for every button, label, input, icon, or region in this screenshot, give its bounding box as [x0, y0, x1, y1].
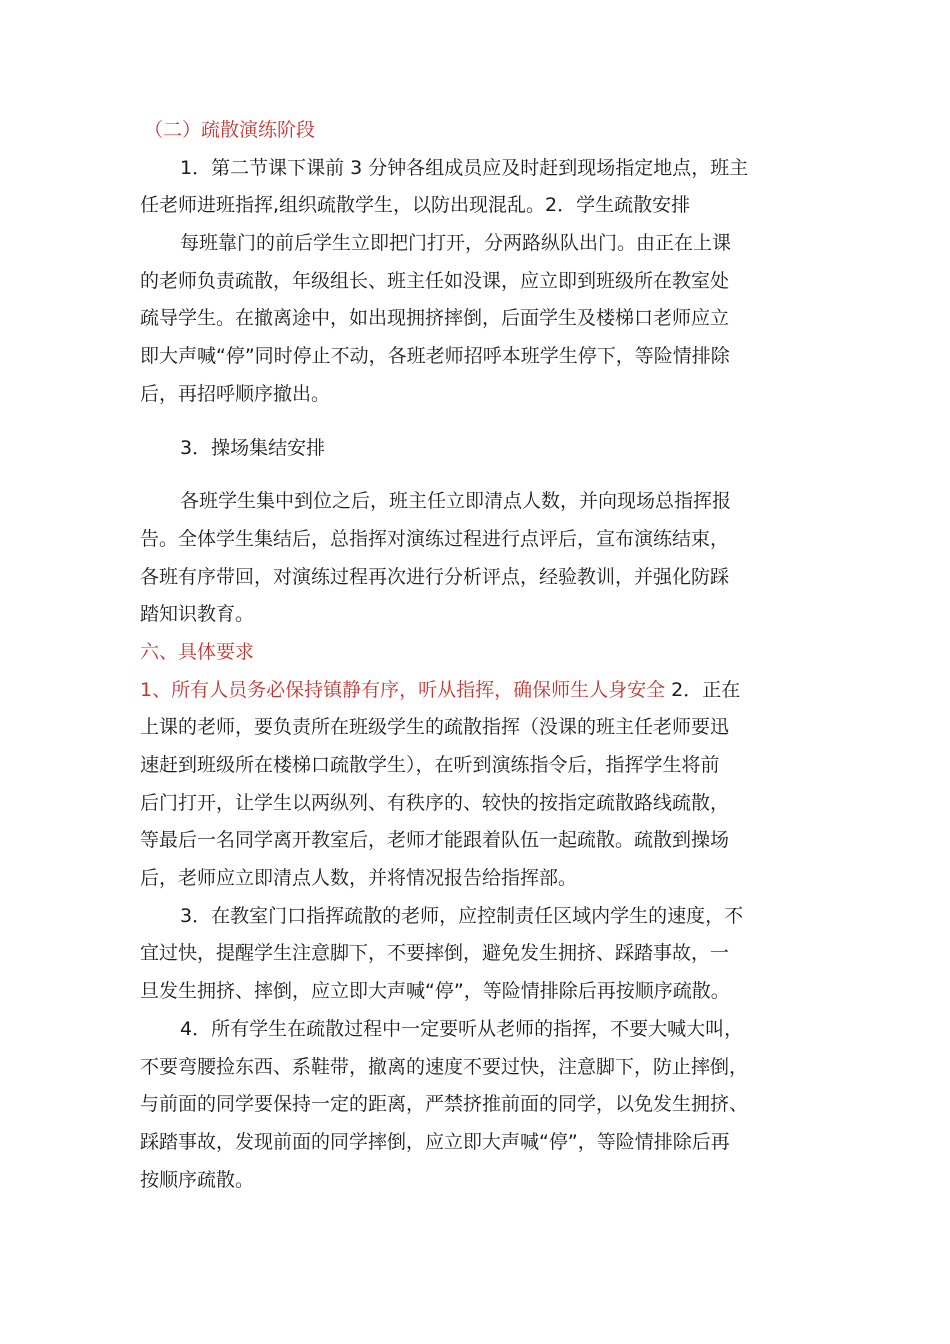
assembly-paragraph-line: 告。全体学生集结后，总指挥对演练过程进行点评后，宣布演练结束，: [140, 527, 730, 550]
requirement-2-line: 速赶到班级所在楼梯口疏散学生），在听到演练指令后，指挥学生将前: [140, 754, 720, 776]
requirement-2-line: 后门打开，让学生以两纵列、有秩序的、较快的按指定疏散路线疏散，: [140, 791, 730, 814]
evacuation-paragraph-line: 的老师负责疏散，年级组长、班主任如没课，应立即到班级所在教室处: [140, 269, 730, 292]
evacuation-paragraph-line: 疏导学生。在撤离途中，如出现拥挤摔倒，后面学生及楼梯口老师应立: [140, 307, 730, 330]
assembly-paragraph-line: 各班有序带回，对演练过程再次进行分析评点，经验教训，并强化防踩: [140, 565, 730, 588]
requirement-4-line: 与前面的同学要保持一定的距离，严禁挤推前面的同学，以免发生拥挤、: [140, 1093, 749, 1116]
requirement-4-line: 4．所有学生在疏散过程中一定要听从老师的指挥，不要大喊大叫，: [180, 1017, 744, 1040]
assembly-heading: 3．操场集结安排: [180, 436, 326, 459]
requirement-4-line: 按顺序疏散。: [140, 1168, 255, 1191]
requirement-3-line: 3．在教室门口指挥疏散的老师，应控制责任区域内学生的速度，不: [180, 904, 744, 927]
requirement-4-line: 不要弯腰捡东西、系鞋带，撤离的速度不要过快，注意脚下，防止摔倒，: [140, 1055, 749, 1078]
drill-paragraph-line: 1．第二节课下课前 3 分钟各组成员应及时赶到现场指定地点，班主: [180, 156, 749, 179]
requirement-1-emphasis: 1、所有人员务必保持镇静有序，听从指挥，确保师生人身安全: [140, 678, 666, 701]
requirement-2-start: 2．正在: [665, 678, 741, 701]
drill-paragraph-line: 任老师进班指挥,组织疏散学生，以防出现混乱。2．学生疏散安排: [140, 194, 691, 217]
evacuation-paragraph-line: 后，再招呼顺序撤出。: [140, 382, 331, 405]
requirement-2-line: 后，老师应立即清点人数，并将情况报告给指挥部。: [140, 867, 578, 890]
evacuation-paragraph-line: 每班靠门的前后学生立即把门打开，分两路纵队出门。由正在上课: [180, 232, 732, 255]
assembly-paragraph-line: 踏知识教育。: [140, 603, 255, 626]
assembly-paragraph-line: 各班学生集中到位之后，班主任立即清点人数，并向现场总指挥报: [180, 490, 732, 513]
requirement-1-line: [140, 672, 820, 710]
requirement-2-line: 等最后一名同学离开教室后，老师才能跟着队伍一起疏散。疏散到操场: [140, 829, 730, 852]
spacer: [140, 467, 820, 483]
requirement-2-line: 上课的老师，要负责所在班级学生的疏散指挥（没课的班主任老师要迅: [140, 716, 730, 739]
evacuation-paragraph-line: 即大声喊“停”同时停止不动，各班老师招呼本班学生停下，等险情排除: [140, 345, 730, 368]
requirement-4-line: 踩踏事故，发现前面的同学摔倒，应立即大声喊“停”，等险情排除后再: [140, 1130, 730, 1153]
section-heading-requirements: 六、具体要求: [140, 640, 255, 663]
requirement-3-line: 旦发生拥挤、摔倒，应立即大声喊“停”，等险情排除后再按顺序疏散。: [140, 980, 730, 1003]
document-page: [140, 112, 820, 1199]
section-heading-drill: （二）疏散演练阶段: [144, 119, 316, 141]
spacer: [140, 414, 820, 430]
requirement-3-line: 宜过快，提醒学生注意脚下，不要摔倒，避免发生拥挤、踩踏事故，一: [140, 942, 730, 965]
